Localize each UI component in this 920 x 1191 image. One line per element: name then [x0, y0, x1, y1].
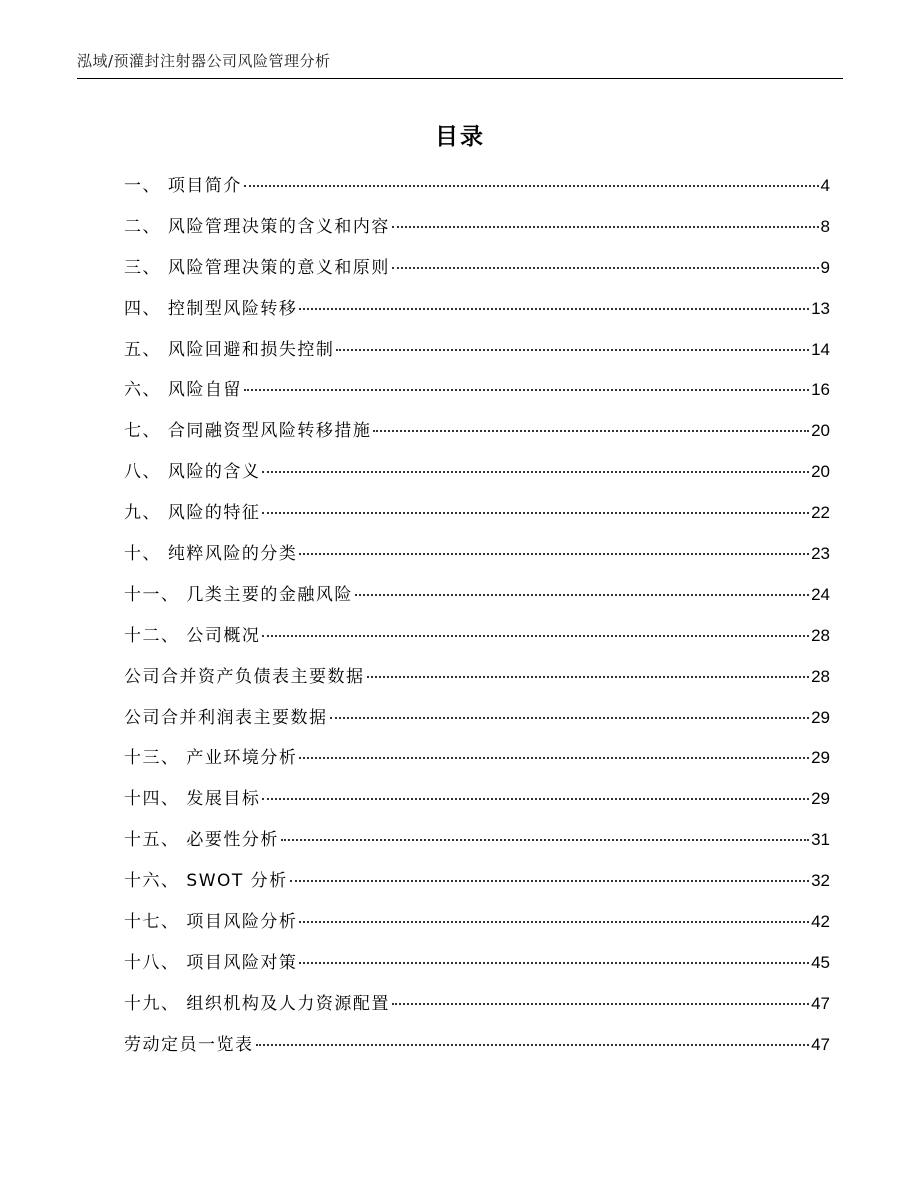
toc-entry-label: 十三、 产业环境分析 [124, 748, 298, 769]
toc-entry[interactable] [124, 415, 830, 456]
toc-page-number: 23 [811, 544, 830, 564]
toc-dot-leader [367, 676, 810, 678]
toc-page-number: 42 [811, 912, 830, 932]
toc-entry[interactable] [124, 865, 830, 906]
toc-page-number: 32 [811, 871, 830, 891]
toc-dot-leader [290, 880, 809, 882]
toc-page-number: 29 [811, 748, 830, 768]
toc-page-number: 4 [820, 176, 830, 195]
toc-entry-label: 四、 控制型风险转移 [124, 298, 298, 319]
toc-entry[interactable] [124, 252, 830, 293]
toc-page-number: 29 [811, 789, 830, 809]
toc-page-number: 45 [811, 952, 830, 972]
toc-entry-label: 十七、 项目风险分析 [124, 912, 298, 933]
toc-entry[interactable] [124, 783, 830, 824]
toc-entry-label: 一、 项目简介 [124, 176, 242, 196]
toc-page-number: 8 [820, 216, 830, 236]
toc-page-number: 20 [811, 421, 830, 441]
toc-entry[interactable] [124, 742, 830, 783]
toc-page-number: 14 [811, 339, 830, 359]
toc-dot-leader [355, 594, 809, 596]
toc-entry-label: 十、 纯粹风险的分类 [124, 544, 298, 565]
toc-entry-label: 十八、 项目风险对策 [124, 952, 298, 973]
toc-entry-label: 六、 风险自留 [124, 380, 242, 401]
toc-page-number: 47 [811, 1034, 830, 1054]
toc-entry-label: 十四、 发展目标 [124, 789, 261, 810]
toc-entry[interactable] [124, 334, 830, 375]
toc-entry-label: 二、 风险管理决策的含义和内容 [124, 216, 390, 237]
toc-dot-leader [262, 635, 809, 637]
toc-entry-label: 八、 风险的含义 [124, 462, 261, 483]
toc-entry-label: 公司合并利润表主要数据 [124, 707, 328, 728]
toc-page-number: 24 [811, 584, 830, 604]
toc-dot-leader [244, 389, 809, 391]
toc-dot-leader [262, 512, 809, 514]
toc-entry[interactable] [124, 824, 830, 865]
toc-entry[interactable] [124, 211, 830, 252]
toc-dot-leader [392, 267, 819, 269]
toc-dot-leader [392, 226, 819, 228]
toc-page-number: 28 [811, 625, 830, 645]
toc-dot-leader [262, 471, 809, 473]
toc-entry[interactable] [124, 906, 830, 947]
toc-entry[interactable] [124, 579, 830, 620]
toc-page-number: 16 [811, 380, 830, 400]
toc-entry-label: 十一、 几类主要的金融风险 [124, 584, 353, 605]
toc-entry-label: 九、 风险的特征 [124, 503, 261, 524]
toc-dot-leader [244, 185, 819, 187]
toc-dot-leader [262, 798, 809, 800]
header-divider [77, 78, 843, 79]
toc-entry[interactable] [124, 702, 830, 743]
toc-page-number: 22 [811, 503, 830, 523]
toc-entry[interactable] [124, 620, 830, 661]
toc-entry-label: 十六、 SWOT 分析 [124, 871, 288, 892]
toc-entry[interactable] [124, 988, 830, 1029]
toc-title: 目录 [435, 124, 485, 150]
toc-page-number: 29 [811, 707, 830, 727]
toc-entry-label: 十九、 组织机构及人力资源配置 [124, 993, 390, 1014]
toc-page-number: 13 [811, 298, 830, 318]
toc-dot-leader [299, 921, 809, 923]
toc-entry[interactable] [124, 1029, 830, 1070]
toc-entry[interactable] [124, 947, 830, 988]
toc-entry[interactable] [124, 170, 830, 211]
toc-page-number: 47 [811, 993, 830, 1013]
toc-entry[interactable] [124, 661, 830, 702]
toc-entry[interactable] [124, 293, 830, 334]
toc-entry-label: 三、 风险管理决策的意义和原则 [124, 257, 390, 278]
toc-dot-leader [336, 349, 809, 351]
toc-entry-label: 五、 风险回避和损失控制 [124, 339, 335, 360]
toc-page-number: 31 [811, 830, 830, 850]
toc-dot-leader [299, 308, 809, 310]
toc-dot-leader [256, 1044, 810, 1046]
toc-page-number: 20 [811, 462, 830, 482]
toc-entry[interactable] [124, 538, 830, 579]
toc-entry-label: 十二、 公司概况 [124, 625, 261, 646]
toc-dot-leader [299, 553, 809, 555]
toc-dot-leader [330, 717, 810, 719]
toc-entry-label: 公司合并资产负债表主要数据 [124, 666, 365, 687]
toc-page-number: 9 [820, 257, 830, 277]
toc-entry-label: 劳动定员一览表 [124, 1034, 254, 1055]
toc-dot-leader [299, 757, 809, 759]
table-of-contents [124, 170, 830, 1070]
toc-entry[interactable] [124, 456, 830, 497]
toc-page-number: 28 [811, 666, 830, 686]
toc-dot-leader [392, 1003, 809, 1005]
toc-dot-leader [373, 430, 809, 432]
toc-dot-leader [281, 839, 809, 841]
toc-entry-label: 七、 合同融资型风险转移措施 [124, 421, 372, 442]
toc-entry[interactable] [124, 497, 830, 538]
running-header: 泓域/预灌封注射器公司风险管理分析 [77, 52, 331, 70]
toc-dot-leader [299, 962, 809, 964]
toc-entry[interactable] [124, 374, 830, 415]
toc-entry-label: 十五、 必要性分析 [124, 830, 279, 851]
